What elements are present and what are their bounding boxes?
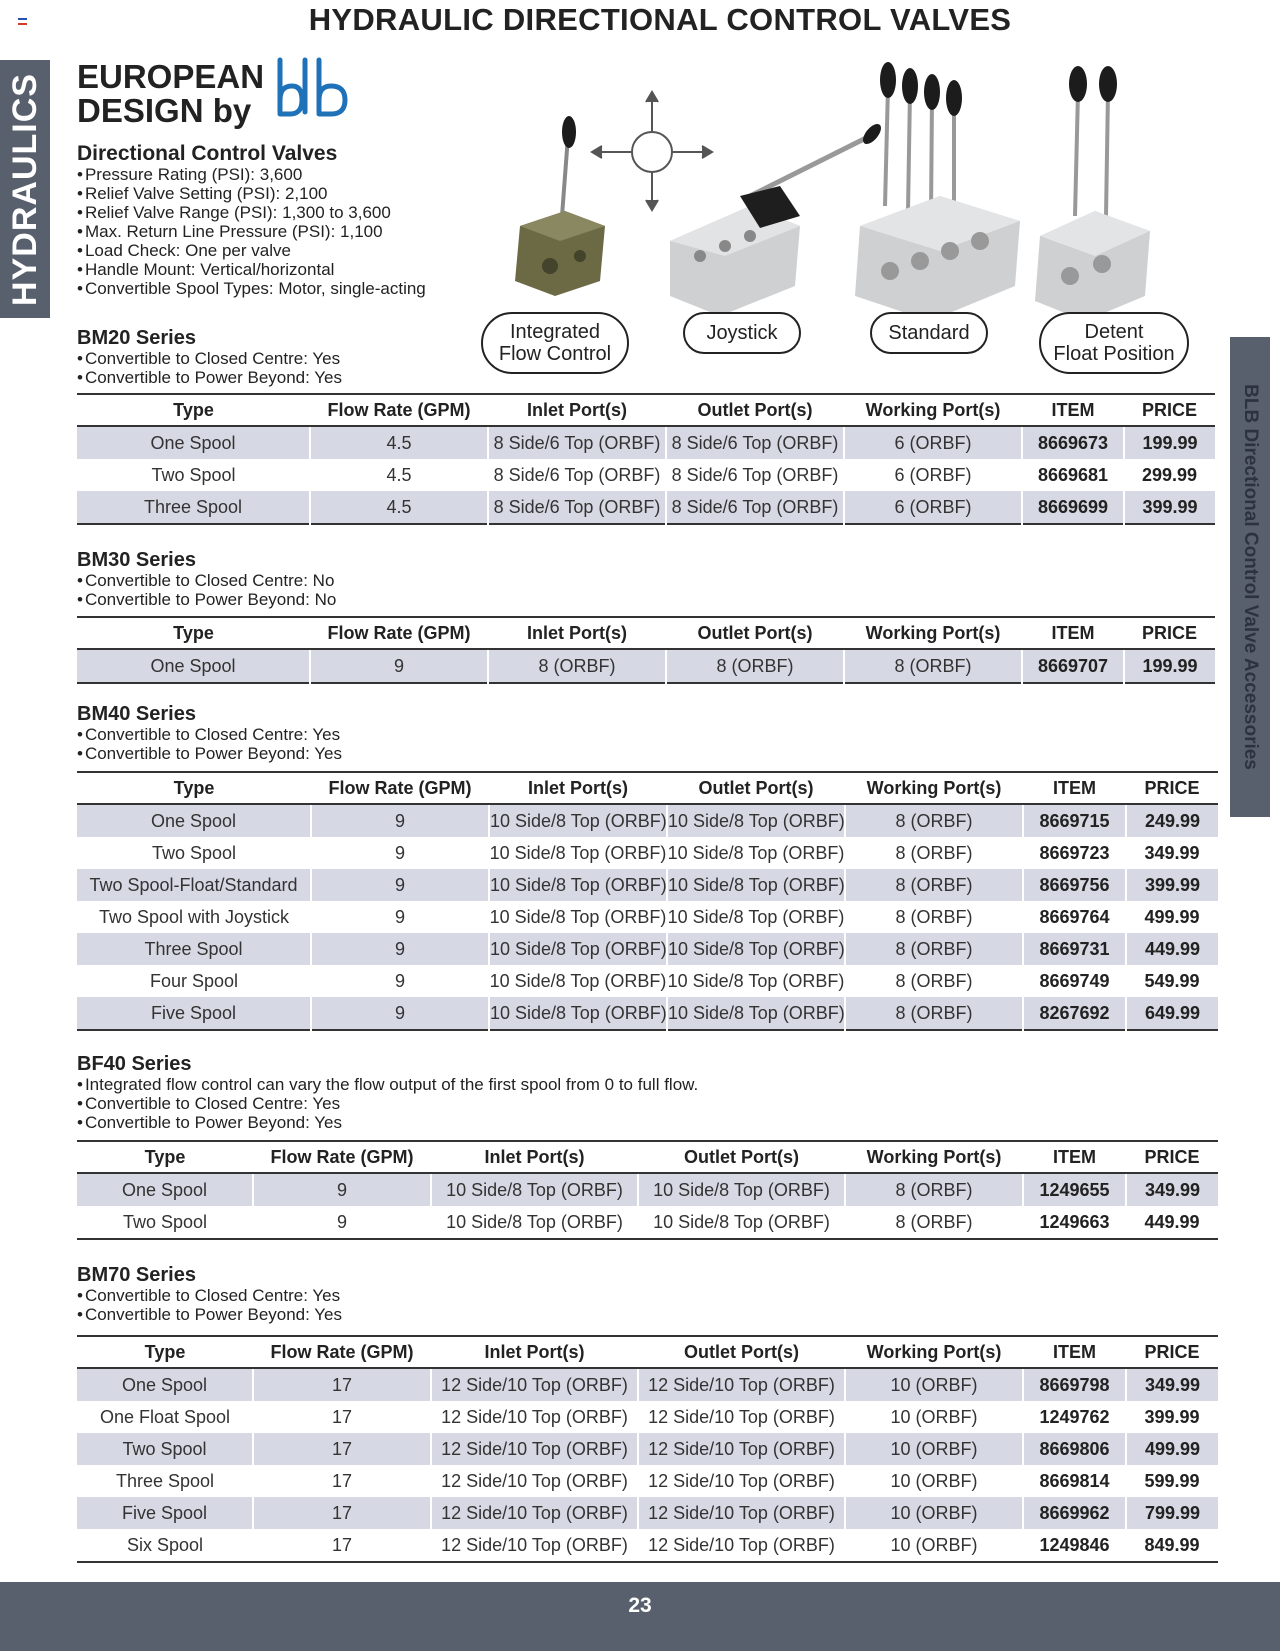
- cell-working-ports: 8 (ORBF): [895, 970, 973, 991]
- cell-working-ports: 8 (ORBF): [844, 649, 1022, 683]
- cell-outlet-ports: 10 Side/8 Top (ORBF): [667, 906, 845, 927]
- series-title: BM40 Series: [77, 703, 196, 725]
- bm40-series-info: [77, 703, 342, 763]
- cell-type: One Spool: [77, 804, 311, 837]
- cell-outlet-ports: 10 Side/8 Top (ORBF): [667, 970, 845, 991]
- cell-working-ports: 10 (ORBF): [845, 1497, 1023, 1529]
- cell-type: Two Spool: [122, 1211, 208, 1232]
- series-note: • Convertible to Power Beyond: Yes: [77, 368, 342, 387]
- cell-price: 799.99: [1126, 1497, 1218, 1529]
- cell-type: Two Spool: [151, 842, 237, 863]
- header-item: ITEM: [1022, 394, 1124, 426]
- joystick-label: Joystick: [683, 312, 801, 354]
- table-row: [77, 837, 1218, 869]
- cell-working-ports: 8 (ORBF): [845, 997, 1023, 1030]
- cell-price: 499.99: [1126, 1433, 1218, 1465]
- cell-outlet-ports: 12 Side/10 Top (ORBF): [638, 1433, 845, 1465]
- category-tab[interactable]: [1230, 337, 1270, 817]
- cell-flow-rate: 9: [336, 1211, 347, 1232]
- cell-flow-rate: 9: [310, 649, 488, 683]
- header-type: Type: [77, 1141, 253, 1173]
- header-item: ITEM: [1022, 617, 1124, 649]
- cell-item-number: 8669962: [1023, 1497, 1126, 1529]
- table-header-row: [77, 394, 1215, 426]
- bm20-series-info: [77, 327, 342, 387]
- cell-working-ports: 6 (ORBF): [894, 464, 972, 485]
- header-working-ports: Working Port(s): [844, 394, 1022, 426]
- series-note: • Convertible to Closed Centre: Yes: [77, 725, 342, 744]
- brand-line-1: EUROPEAN: [77, 58, 265, 95]
- brand-heading: [77, 60, 264, 128]
- series-note: • Convertible to Closed Centre: Yes: [77, 349, 342, 368]
- table-row: [77, 1465, 1218, 1497]
- cell-type: One Spool: [77, 649, 310, 683]
- product-gallery: [470, 56, 1210, 386]
- cell-inlet-ports: 12 Side/10 Top (ORBF): [431, 1368, 638, 1401]
- header-price: PRICE: [1124, 617, 1215, 649]
- table-row: [77, 1368, 1218, 1401]
- table-header-row: [77, 772, 1218, 804]
- cell-type: Five Spool: [77, 997, 311, 1030]
- cell-item-number: 8669798: [1023, 1368, 1126, 1401]
- cell-inlet-ports: 10 Side/8 Top (ORBF): [489, 842, 667, 863]
- bm20-table: [77, 393, 1215, 525]
- cell-working-ports: 6 (ORBF): [844, 426, 1022, 459]
- header-item: ITEM: [1023, 1336, 1126, 1368]
- cell-working-ports: 8 (ORBF): [845, 804, 1023, 837]
- header-type: Type: [77, 1336, 253, 1368]
- spec-item: • Relief Valve Setting (PSI): 2,100: [77, 184, 426, 203]
- cell-type: Three Spool: [77, 933, 311, 965]
- cell-type: Two Spool: [77, 1433, 253, 1465]
- cell-type: One Spool: [77, 1368, 253, 1401]
- series-title: BM20 Series: [77, 327, 196, 349]
- cell-inlet-ports: 10 Side/8 Top (ORBF): [489, 804, 667, 837]
- table-header-row: [77, 1336, 1218, 1368]
- spec-item: • Max. Return Line Pressure (PSI): 1,100: [77, 222, 426, 241]
- header-inlet-ports: Inlet Port(s): [488, 617, 666, 649]
- cell-flow-rate: 17: [253, 1433, 431, 1465]
- cell-item-number: 1249663: [1039, 1211, 1110, 1232]
- category-tab-label: BLB Directional Control Valve Accessories: [1240, 384, 1262, 770]
- cell-type: Five Spool: [77, 1497, 253, 1529]
- header-flow-rate: Flow Rate (GPM): [310, 394, 488, 426]
- cell-working-ports: 10 (ORBF): [890, 1470, 978, 1491]
- cell-price: 399.99: [1126, 869, 1218, 901]
- cell-price: 399.99: [1144, 1406, 1200, 1427]
- cell-type: Three Spool: [115, 1470, 215, 1491]
- page-footer: [0, 1582, 1280, 1651]
- table-row: [77, 1173, 1218, 1206]
- header-flow-rate: Flow Rate (GPM): [310, 617, 488, 649]
- cell-outlet-ports: 10 Side/8 Top (ORBF): [667, 804, 845, 837]
- cell-inlet-ports: 10 Side/8 Top (ORBF): [489, 933, 667, 965]
- cell-price: 199.99: [1124, 426, 1215, 459]
- cell-outlet-ports: 8 Side/6 Top (ORBF): [671, 464, 839, 485]
- cell-inlet-ports: 12 Side/10 Top (ORBF): [431, 1497, 638, 1529]
- table-row: [77, 869, 1218, 901]
- cell-item-number: 8669814: [1039, 1470, 1110, 1491]
- series-title: BM70 Series: [77, 1264, 196, 1286]
- integrated-flow-control-label: [481, 312, 629, 374]
- header-price: PRICE: [1126, 1141, 1218, 1173]
- cell-outlet-ports: 12 Side/10 Top (ORBF): [638, 1497, 845, 1529]
- cell-type: Three Spool: [77, 491, 310, 524]
- cell-flow-rate: 9: [311, 869, 489, 901]
- header-inlet-ports: Inlet Port(s): [489, 772, 667, 804]
- spec-item: • Load Check: One per valve: [77, 241, 426, 260]
- cell-type: One Float Spool: [99, 1406, 231, 1427]
- table-row: [77, 804, 1218, 837]
- cell-item-number: 8669806: [1023, 1433, 1126, 1465]
- series-note: • Convertible to Power Beyond: No: [77, 590, 336, 609]
- header-outlet-ports: Outlet Port(s): [638, 1141, 845, 1173]
- header-working-ports: Working Port(s): [845, 1141, 1023, 1173]
- cell-working-ports: 10 (ORBF): [890, 1406, 978, 1427]
- header-inlet-ports: Inlet Port(s): [431, 1336, 638, 1368]
- series-note: • Integrated flow control can vary the flow output of the first spool from 0 to full flow.: [77, 1075, 698, 1094]
- cell-item-number: 8669756: [1023, 869, 1126, 901]
- cell-flow-rate: 17: [331, 1470, 353, 1491]
- cell-flow-rate: 9: [311, 804, 489, 837]
- cell-flow-rate: 17: [253, 1497, 431, 1529]
- cell-flow-rate: 9: [311, 933, 489, 965]
- cell-price: 399.99: [1124, 491, 1215, 524]
- table-row: [77, 426, 1215, 459]
- header-type: Type: [77, 617, 310, 649]
- intro-spec-list: [77, 165, 426, 298]
- blb-logo: [275, 56, 355, 128]
- direction-arrows-icon: [592, 92, 712, 210]
- bm30-table: [77, 616, 1215, 684]
- label-line: Integrated: [509, 321, 601, 343]
- cell-outlet-ports: 8 Side/6 Top (ORBF): [666, 426, 844, 459]
- cell-item-number: 8669707: [1022, 649, 1124, 683]
- cell-flow-rate: 17: [331, 1534, 353, 1555]
- cell-price: 499.99: [1144, 906, 1200, 927]
- cell-inlet-ports: 10 Side/8 Top (ORBF): [489, 970, 667, 991]
- integrated-valve-image: [515, 116, 605, 296]
- cell-price: 249.99: [1126, 804, 1218, 837]
- series-note: • Convertible to Power Beyond: Yes: [77, 1305, 342, 1324]
- spec-item: • Handle Mount: Vertical/horizontal: [77, 260, 426, 279]
- cell-inlet-ports: 10 Side/8 Top (ORBF): [489, 906, 667, 927]
- cell-outlet-ports: 10 Side/8 Top (ORBF): [638, 1173, 845, 1206]
- header-item: ITEM: [1023, 772, 1126, 804]
- cell-item-number: 8669673: [1022, 426, 1124, 459]
- header-outlet-ports: Outlet Port(s): [666, 394, 844, 426]
- series-note: • Convertible to Closed Centre: Yes: [77, 1094, 698, 1113]
- cell-inlet-ports: 12 Side/10 Top (ORBF): [441, 1406, 628, 1427]
- cell-type: Two Spool-Float/Standard: [77, 869, 311, 901]
- cell-outlet-ports: 10 Side/8 Top (ORBF): [653, 1211, 830, 1232]
- table-header-row: [77, 1141, 1218, 1173]
- cell-item-number: 1249846: [1039, 1534, 1110, 1555]
- cell-outlet-ports: 10 Side/8 Top (ORBF): [667, 997, 845, 1030]
- section-tab-label: HYDRAULICS: [5, 72, 44, 306]
- section-tab-hydraulics[interactable]: [0, 60, 50, 318]
- header-working-ports: Working Port(s): [845, 1336, 1023, 1368]
- cell-price: 599.99: [1144, 1470, 1200, 1491]
- page-number: 23: [628, 1594, 652, 1617]
- spec-item: • Relief Valve Range (PSI): 1,300 to 3,600: [77, 203, 426, 222]
- spec-item: • Pressure Rating (PSI): 3,600: [77, 165, 426, 184]
- cell-outlet-ports: 10 Side/8 Top (ORBF): [667, 869, 845, 901]
- cell-inlet-ports: 10 Side/8 Top (ORBF): [489, 869, 667, 901]
- label-line: Float Position: [1053, 343, 1175, 365]
- cell-working-ports: 10 (ORBF): [845, 1368, 1023, 1401]
- brand-line-2: DESIGN by: [77, 92, 252, 129]
- table-row: [77, 1497, 1218, 1529]
- cell-flow-rate: 4.5: [310, 491, 488, 524]
- label-line: Detent: [1084, 321, 1144, 343]
- table-row: [77, 1401, 1218, 1433]
- cell-item-number: 8669715: [1023, 804, 1126, 837]
- table-row: [77, 1433, 1218, 1465]
- cell-working-ports: 8 (ORBF): [845, 869, 1023, 901]
- cell-type: One Spool: [77, 1173, 253, 1206]
- series-title: BM30 Series: [77, 549, 196, 571]
- header-item: ITEM: [1023, 1141, 1126, 1173]
- header-working-ports: Working Port(s): [844, 617, 1022, 649]
- header-type: Type: [77, 772, 311, 804]
- header-inlet-ports: Inlet Port(s): [431, 1141, 638, 1173]
- cell-type: Two Spool: [151, 464, 236, 485]
- cell-item-number: 8669731: [1023, 933, 1126, 965]
- series-note: • Convertible to Closed Centre: No: [77, 571, 336, 590]
- label-line: Flow Control: [498, 343, 612, 365]
- cell-price: 449.99: [1126, 933, 1218, 965]
- cell-flow-rate: 9: [394, 906, 405, 927]
- cell-inlet-ports: 12 Side/10 Top (ORBF): [441, 1534, 628, 1555]
- cell-inlet-ports: 12 Side/10 Top (ORBF): [431, 1433, 638, 1465]
- cell-outlet-ports: 8 Side/6 Top (ORBF): [666, 491, 844, 524]
- cell-working-ports: 8 (ORBF): [895, 1211, 973, 1232]
- cell-working-ports: 10 (ORBF): [890, 1534, 978, 1555]
- header-flow-rate: Flow Rate (GPM): [253, 1141, 431, 1173]
- table-row: [77, 933, 1218, 965]
- cell-inlet-ports: 12 Side/10 Top (ORBF): [441, 1470, 628, 1491]
- cell-inlet-ports: 10 Side/8 Top (ORBF): [489, 997, 667, 1030]
- bf40-series-info: [77, 1053, 698, 1132]
- standard-valve-image: [855, 62, 1020, 321]
- cell-inlet-ports: 8 Side/6 Top (ORBF): [488, 426, 666, 459]
- cell-type: Two Spool with Joystick: [98, 906, 290, 927]
- cell-flow-rate: 4.5: [386, 464, 412, 485]
- table-row: [77, 901, 1218, 933]
- header-flow-rate: Flow Rate (GPM): [311, 772, 489, 804]
- cell-item-number: 1249762: [1039, 1406, 1110, 1427]
- cell-item-number: 8669681: [1037, 464, 1109, 485]
- cell-item-number: 8267692: [1023, 997, 1126, 1030]
- cell-inlet-ports: 10 Side/8 Top (ORBF): [431, 1173, 638, 1206]
- cell-inlet-ports: 8 (ORBF): [488, 649, 666, 683]
- bm30-series-info: [77, 549, 336, 609]
- table-header-row: [77, 617, 1215, 649]
- cell-price: 349.99: [1126, 1368, 1218, 1401]
- cell-type: Six Spool: [126, 1534, 204, 1555]
- cell-price: 649.99: [1126, 997, 1218, 1030]
- flag-icon: [18, 18, 27, 25]
- header-price: PRICE: [1126, 1336, 1218, 1368]
- series-note: • Convertible to Power Beyond: Yes: [77, 1113, 698, 1132]
- cell-flow-rate: 17: [331, 1406, 353, 1427]
- cell-price: 349.99: [1144, 842, 1200, 863]
- cell-inlet-ports: 8 Side/6 Top (ORBF): [493, 464, 661, 485]
- bm70-table: [77, 1335, 1218, 1563]
- cell-outlet-ports: 12 Side/10 Top (ORBF): [638, 1368, 845, 1401]
- table-row: [77, 965, 1218, 997]
- header-price: PRICE: [1126, 772, 1218, 804]
- cell-item-number: 8669764: [1039, 906, 1110, 927]
- table-row: [77, 1529, 1218, 1562]
- cell-price: 349.99: [1126, 1173, 1218, 1206]
- header-price: PRICE: [1124, 394, 1215, 426]
- table-row: [77, 649, 1215, 683]
- table-row: [77, 491, 1215, 524]
- cell-working-ports: 8 (ORBF): [845, 933, 1023, 965]
- bf40-table: [77, 1140, 1218, 1240]
- header-type: Type: [77, 394, 310, 426]
- header-outlet-ports: Outlet Port(s): [666, 617, 844, 649]
- bm70-series-info: [77, 1264, 342, 1324]
- cell-outlet-ports: 12 Side/10 Top (ORBF): [648, 1470, 835, 1491]
- cell-item-number: 8669723: [1039, 842, 1110, 863]
- cell-flow-rate: 17: [253, 1368, 431, 1401]
- detent-valve-image: [1035, 66, 1150, 321]
- cell-price: 199.99: [1124, 649, 1215, 683]
- table-row: [77, 459, 1215, 491]
- series-note: • Convertible to Closed Centre: Yes: [77, 1286, 342, 1305]
- cell-flow-rate: 9: [394, 842, 405, 863]
- cell-outlet-ports: 10 Side/8 Top (ORBF): [667, 933, 845, 965]
- bm40-table: [77, 771, 1218, 1031]
- table-row: [77, 1206, 1218, 1239]
- cell-item-number: 8669699: [1022, 491, 1124, 524]
- cell-price: 849.99: [1144, 1534, 1200, 1555]
- cell-working-ports: 10 (ORBF): [845, 1433, 1023, 1465]
- cell-type: Four Spool: [149, 970, 239, 991]
- series-note: • Convertible to Power Beyond: Yes: [77, 744, 342, 763]
- header-working-ports: Working Port(s): [845, 772, 1023, 804]
- cell-flow-rate: 4.5: [310, 426, 488, 459]
- cell-price: 449.99: [1144, 1211, 1200, 1232]
- cell-item-number: 8669749: [1039, 970, 1110, 991]
- cell-working-ports: 8 (ORBF): [845, 1173, 1023, 1206]
- header-outlet-ports: Outlet Port(s): [638, 1336, 845, 1368]
- cell-outlet-ports: 12 Side/10 Top (ORBF): [648, 1406, 835, 1427]
- header-inlet-ports: Inlet Port(s): [488, 394, 666, 426]
- header-flow-rate: Flow Rate (GPM): [253, 1336, 431, 1368]
- page-title: HYDRAULIC DIRECTIONAL CONTROL VALVES: [308, 2, 1012, 37]
- cell-outlet-ports: 12 Side/10 Top (ORBF): [648, 1534, 835, 1555]
- cell-flow-rate: 9: [253, 1173, 431, 1206]
- cell-type: One Spool: [77, 426, 310, 459]
- intro-title: Directional Control Valves: [77, 142, 338, 165]
- cell-price: 549.99: [1144, 970, 1200, 991]
- cell-working-ports: 6 (ORBF): [844, 491, 1022, 524]
- table-row: [77, 997, 1218, 1030]
- cell-inlet-ports: 10 Side/8 Top (ORBF): [446, 1211, 623, 1232]
- cell-outlet-ports: 8 (ORBF): [666, 649, 844, 683]
- cell-working-ports: 8 (ORBF): [895, 842, 973, 863]
- cell-inlet-ports: 8 Side/6 Top (ORBF): [488, 491, 666, 524]
- cell-outlet-ports: 10 Side/8 Top (ORBF): [667, 842, 845, 863]
- cell-price: 299.99: [1141, 464, 1198, 485]
- standard-label: Standard: [870, 312, 988, 354]
- cell-item-number: 1249655: [1023, 1173, 1126, 1206]
- spec-item: • Convertible Spool Types: Motor, single-acting: [77, 279, 426, 298]
- cell-flow-rate: 9: [394, 970, 405, 991]
- cell-flow-rate: 9: [311, 997, 489, 1030]
- detent-float-position-label: [1039, 312, 1189, 374]
- series-title: BF40 Series: [77, 1053, 192, 1075]
- header-outlet-ports: Outlet Port(s): [667, 772, 845, 804]
- cell-working-ports: 8 (ORBF): [895, 906, 973, 927]
